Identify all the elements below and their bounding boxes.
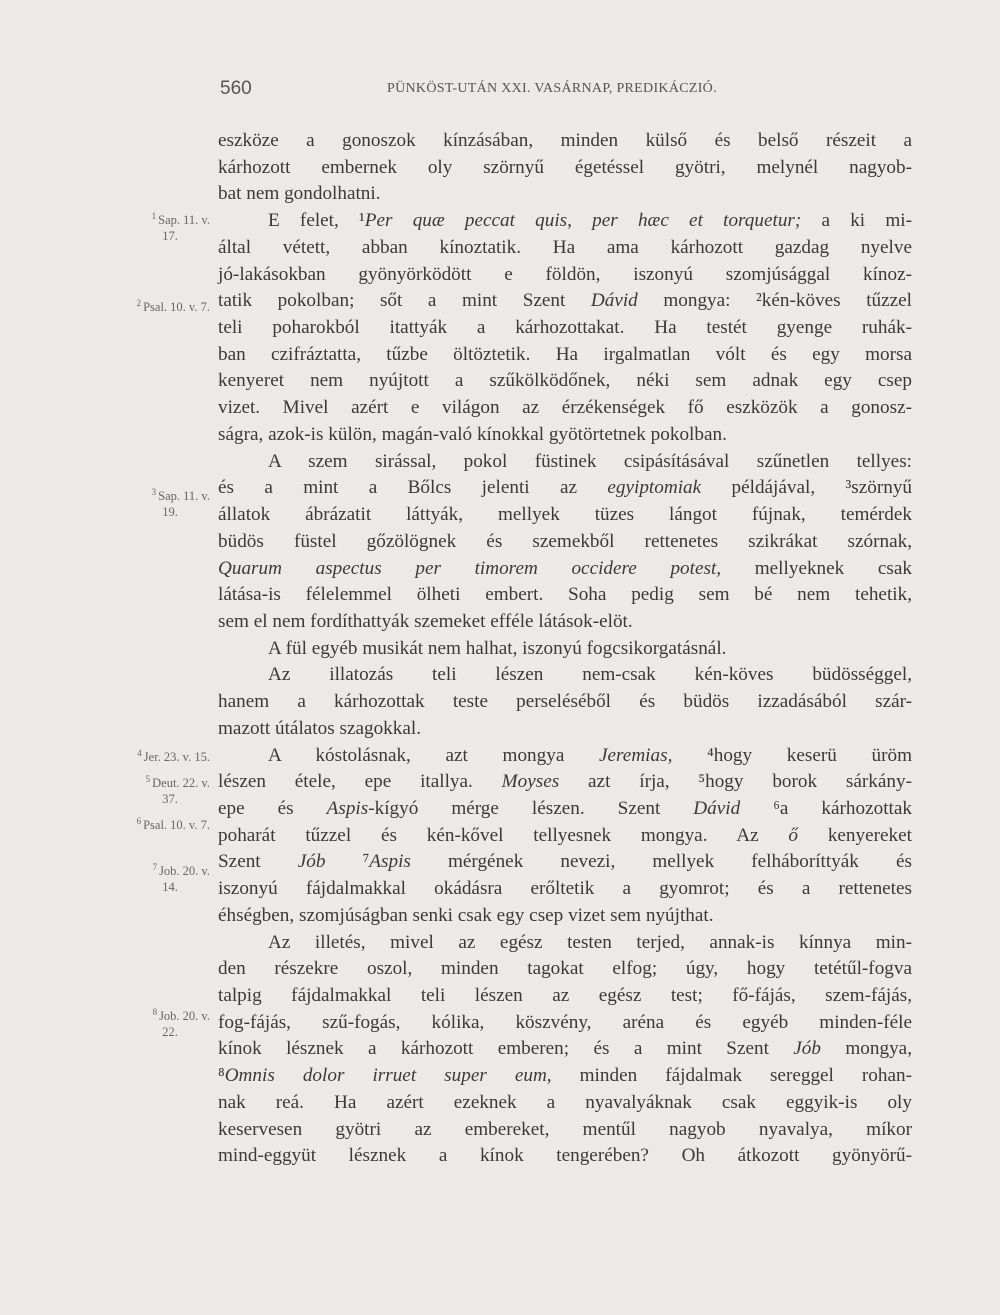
text-segment: mind-eggyüt lésznek a kínok tengerében? Oh átkozott gyönyörű-: [218, 1145, 912, 1167]
text-segment: bat nem gondolhatni.: [218, 183, 381, 205]
text-segment: lészen étele, epe itallya.: [218, 771, 502, 793]
page-header: [220, 78, 910, 102]
text-line: [218, 582, 912, 609]
text-segment: -kígyó mérge lészen. Szent: [368, 797, 694, 819]
text-line: [218, 422, 912, 449]
text-segment: mazott útálatos szagokkal.: [218, 717, 422, 739]
text-segment: E felet, ¹: [268, 210, 365, 232]
text-segment: a ki mi-: [801, 210, 912, 232]
text-line: [218, 609, 912, 636]
margin-note: [100, 771, 210, 807]
text-segment: ⁶a kárhozottak: [740, 797, 912, 819]
italic-text: Jób: [793, 1038, 821, 1060]
text-segment: epe és: [218, 797, 327, 819]
text-segment: tatik pokolban; sőt a mint Szent: [218, 290, 591, 312]
italic-text: Jób: [297, 851, 326, 873]
italic-text: Jeremias,: [599, 744, 673, 766]
text-line: [218, 903, 912, 930]
text-line: [218, 716, 912, 743]
text-line: [218, 1010, 912, 1037]
italic-text: Moyses: [501, 771, 560, 793]
margin-note-reference: Deut. 22. v.: [152, 776, 210, 791]
margin-note-continuation: 17.: [162, 229, 178, 244]
text-segment: Az illetés, mivel az egész testen terjed, annak-is kínnya min-: [268, 931, 912, 953]
text-segment: sem el nem fordíthattyák szemeket efféle látások-elöt.: [218, 610, 633, 632]
text-line: [218, 342, 912, 369]
text-segment: A kóstolásnak, azt mongya: [268, 744, 600, 766]
text-line: [218, 743, 912, 770]
text-segment: poharát tűzzel és kén-kővel tellyesnek mongya. Az: [218, 824, 789, 846]
margin-note-continuation: 14.: [162, 880, 178, 895]
margin-note-number: 1: [151, 211, 157, 221]
text-segment: ⁴hogy keserü üröm: [672, 744, 912, 766]
italic-text: Quarum aspectus per timorem occidere potest,: [218, 557, 722, 579]
margin-note: [100, 295, 210, 315]
text-line: [218, 930, 912, 957]
text-segment: iszonyú fájdalmakkal okádásra erőltetik a gyomrot; és a rettenetes: [218, 878, 912, 900]
text-segment: hanem a kárhozottak teste perseléséből és büdös izzadásából szár-: [218, 691, 912, 713]
text-line: [218, 1090, 912, 1117]
text-segment: ban czifráztatta, tűzbe öltöztetik. Ha irgalmatlan vólt és egy morsa: [218, 343, 912, 365]
text-segment: állatok ábrázatit láttyák, mellyek tüzes lángot fújnak, temérdek: [218, 504, 912, 526]
margin-note: [100, 484, 210, 520]
italic-text: Dávid: [693, 797, 741, 819]
margin-note-reference: Job. 20. v.: [159, 1009, 210, 1024]
text-line: [218, 769, 912, 796]
text-line: [218, 288, 912, 315]
italic-text: Per quæ peccat quis, per hæc et torquetur;: [364, 210, 802, 232]
text-line: [218, 475, 912, 502]
text-segment: kínok lésznek a kárhozott emberen; és a mint Szent: [218, 1038, 794, 1060]
text-segment: keservesen gyötri az embereket, mentűl nagyob nyavalya, míkor: [218, 1118, 912, 1140]
margin-note-reference: Psal. 10. v. 7.: [143, 818, 210, 833]
text-line: [218, 449, 912, 476]
text-segment: éhségben, szomjúságban senki csak egy csep vizet sem nyújthat.: [218, 904, 714, 926]
margin-note-continuation: 19.: [162, 505, 178, 520]
margin-note-number: 8: [152, 1007, 158, 1017]
text-segment: ⁸: [218, 1065, 225, 1087]
running-title: PÜNKÖST-UTÁN XXI. VASÁRNAP, PREDIKÁCZIÓ.: [387, 81, 717, 96]
text-line: [218, 956, 912, 983]
margin-note-reference: Sap. 11. v.: [158, 213, 210, 228]
italic-text: Dávid: [590, 290, 638, 312]
margin-note-continuation: 22.: [162, 1025, 178, 1040]
text-line: [218, 1117, 912, 1144]
text-segment: talpig fájdalmakkal teli lészen az egész test; fő-fájás, szem-fájás,: [218, 985, 912, 1006]
text-line: [218, 689, 912, 716]
text-segment: büdös füstel gőzölögnek és szemekből rettenetes szikrákat szórnak,: [218, 530, 912, 552]
text-line: [218, 796, 912, 823]
margin-note: [100, 859, 210, 895]
text-segment: Az illatozás teli lészen nem-csak kén-köves büdösséggel,: [268, 664, 912, 686]
text-segment: mérgének nevezi, mellyek felháboríttyák és: [410, 851, 912, 873]
text-line: [218, 876, 912, 903]
text-line: [218, 208, 912, 235]
margin-note: [100, 208, 210, 244]
text-line: [218, 636, 912, 663]
text-segment: jó-lakásokban gyönyörködött e földön, iszonyú szomjúsággal kínoz-: [218, 263, 912, 285]
text-segment: fog-fájás, szű-fogás, kólika, köszvény, aréna és egyéb minden-féle: [218, 1011, 912, 1033]
text-segment: vizet. Mivel azért e világon az érzékenségek fő eszközök a gonosz-: [218, 397, 912, 419]
text-line: [218, 1143, 912, 1170]
body-text: [218, 128, 912, 1170]
text-segment: mongya,: [821, 1038, 912, 1060]
text-line: [218, 502, 912, 529]
margin-note: [100, 813, 210, 833]
margin-note-number: 2: [136, 298, 142, 308]
italic-text: ő: [788, 824, 799, 846]
text-line: [218, 235, 912, 262]
text-segment: kenyereket: [798, 824, 912, 846]
text-line: [218, 556, 912, 583]
text-segment: ⁷: [325, 851, 370, 873]
text-segment: példájával, ³szörnyű: [701, 477, 913, 499]
text-segment: eszköze a gonoszok kínzásában, minden külső és belső részeit a: [218, 130, 912, 151]
text-segment: látása-is félelemmel ölheti embert. Soha pedig sem bé nem tehetik,: [218, 584, 912, 606]
italic-text: Aspis: [326, 797, 369, 819]
text-line: [218, 849, 912, 876]
text-line: [218, 368, 912, 395]
text-segment: kárhozott embernek oly szörnyű égetéssel gyötri, melynél nagyob-: [218, 156, 912, 178]
text-line: [218, 128, 912, 155]
margin-note-reference: Sap. 11. v.: [158, 489, 210, 504]
text-segment: A szem sirással, pokol füstinek csipásításával szűnetlen tellyes:: [268, 450, 912, 472]
text-line: [218, 983, 912, 1010]
margin-note-number: 6: [136, 816, 142, 826]
text-segment: mongya: ²kén-köves tűzzel: [637, 290, 912, 312]
text-line: [218, 155, 912, 182]
text-segment: ságra, azok-is külön, magán-való kínokkal gyötörtetnek pokolban.: [218, 423, 727, 445]
italic-text: egyiptomiak: [607, 477, 702, 499]
text-segment: kenyeret nem nyújtott a szűkölködőnek, néki sem adnak egy csep: [218, 370, 912, 392]
text-line: [218, 823, 912, 850]
text-line: [218, 1063, 912, 1090]
text-line: [218, 315, 912, 342]
text-segment: azt írja, ⁵hogy borok sárkány-: [559, 771, 912, 793]
text-segment: den részekre oszol, minden tagokat elfog; úgy, hogy tetétűl-fogva: [218, 958, 912, 980]
text-segment: és a mint a Bőlcs jelenti az: [218, 477, 608, 499]
text-line: [218, 395, 912, 422]
margin-note-reference: Job. 20. v.: [159, 864, 210, 879]
text-line: [218, 181, 912, 208]
italic-text: Omnis dolor irruet super eum,: [224, 1065, 552, 1087]
margin-note-number: 7: [152, 862, 158, 872]
margin-note-continuation: 37.: [162, 792, 178, 807]
text-segment: teli poharokból itattyák a kárhozottakat. Ha testét gyenge ruhák-: [218, 317, 912, 339]
text-line: [218, 1036, 912, 1063]
margin-note: [100, 745, 210, 765]
text-line: [218, 262, 912, 289]
text-segment: által vétett, abban kínoztatik. Ha ama kárhozott gazdag nyelve: [218, 236, 912, 258]
page-number: 560: [220, 78, 252, 99]
margin-note-reference: Psal. 10. v. 7.: [143, 300, 210, 315]
text-segment: Szent: [218, 851, 298, 873]
text-segment: minden fájdalmak sereggel rohan-: [551, 1065, 912, 1087]
margin-note-number: 5: [145, 774, 151, 784]
text-segment: A fül egyéb musikát nem halhat, iszonyú fogcsikorgatásnál.: [268, 637, 727, 659]
text-line: [218, 529, 912, 556]
text-line: [218, 662, 912, 689]
margin-note-reference: Jer. 23. v. 15.: [143, 750, 210, 765]
margin-note-number: 4: [137, 748, 142, 758]
margin-note-number: 3: [151, 487, 157, 497]
text-segment: nak reá. Ha azért ezeknek a nyavalyáknak csak eggyik-is oly: [218, 1091, 912, 1113]
margin-note: [100, 1004, 210, 1040]
italic-text: Aspis: [369, 851, 411, 873]
text-segment: mellyeknek csak: [721, 557, 913, 579]
